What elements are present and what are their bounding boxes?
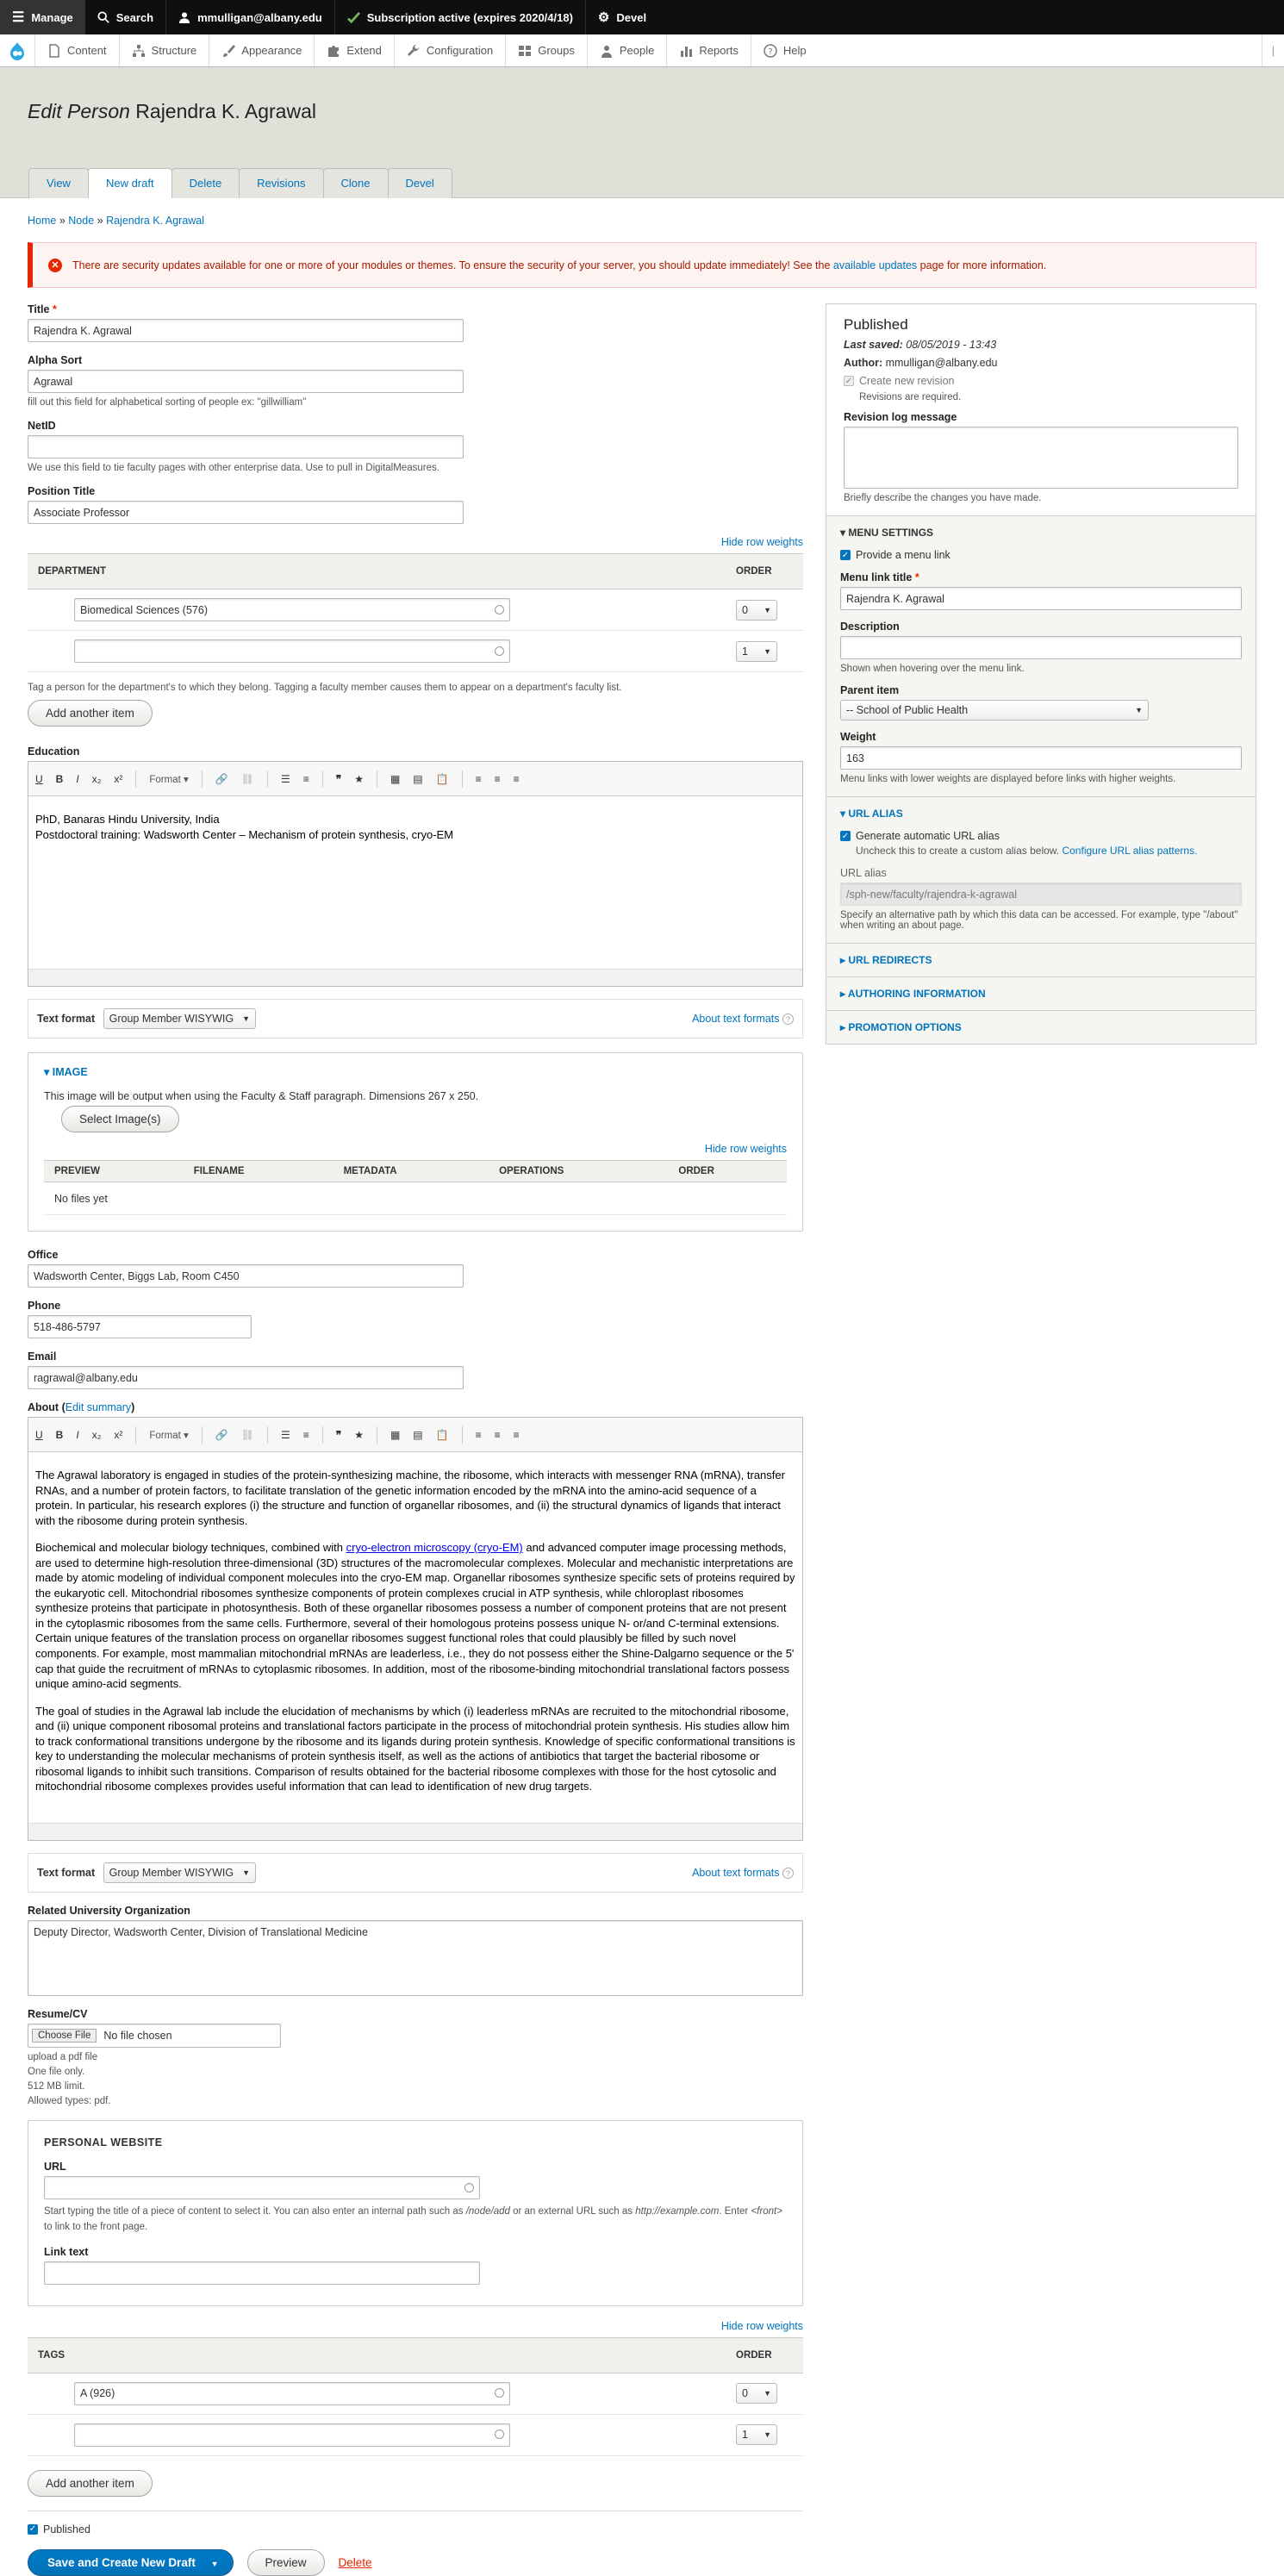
- tray-item-groups[interactable]: Groups: [505, 34, 587, 66]
- configure-patterns-link[interactable]: Configure URL alias patterns.: [1062, 845, 1198, 857]
- department-table: [28, 553, 803, 672]
- document-icon: [47, 44, 61, 58]
- order-select[interactable]: 0 ▼: [736, 2383, 777, 2404]
- align-left-icon[interactable]: ≡: [475, 1428, 482, 1441]
- about-text-formats-link[interactable]: About text formats: [692, 1013, 780, 1025]
- unlink-icon[interactable]: ⛓: [240, 772, 254, 785]
- url-alias-toggle[interactable]: ▾ URL ALIAS: [840, 808, 903, 820]
- people-icon: [600, 44, 614, 58]
- numbered-list-icon[interactable]: ≡: [302, 1428, 309, 1441]
- drupal-logo-icon[interactable]: [0, 34, 34, 66]
- email-input[interactable]: ragrawal@albany.edu: [28, 1366, 464, 1389]
- authoring-info-toggle[interactable]: ▸ AUTHORING INFORMATION: [840, 988, 986, 1000]
- split-caret-down-icon[interactable]: ▼: [210, 2559, 219, 2568]
- subscript-icon[interactable]: x₂: [91, 772, 102, 785]
- paste-icon[interactable]: 📋: [435, 772, 449, 785]
- education-editor: [28, 761, 803, 987]
- admin-toolbar: [0, 0, 1284, 34]
- tray-item-configuration[interactable]: Configuration: [394, 34, 505, 66]
- form-main: Title * Rajendra K. Agrawal Alpha Sort Agrawal fill out this field for alphabetical sorting of people ex: "gillwilliam" NetID We use this field to tie faculty pages with other enterprise data. Use to pull in DigitalMeasures. Position Title Associate Professor Hide row weights DEPARTMENT ORDER Biomedical Sciences (576) 0 ▼ 1 ▼ Tag a person for the department's to which they belong. Tagging a faculty member causes them to appear on a department's faculty list. Add another item Education U B I x₂ x² Format ▾ 🔗 ⛓ ☰ ≡ ❞ ★ ▦ ▤ 📋 ≡ ≡ ≡ PhD, Banaras Hindu University, India Postdoctoral training: Wadsworth Center – Mechanism of protein synthesis, cryo-EM Text format Group Member WISYWIG ▼ About text formats ? ▾ IMAGE This image will be output when using the Faculty & Staff paragraph. Dimensions 267 x 250. Select Image(s) Hide row weights PREVIEW FILENAME METADATA OPERATIONS ORDER No files yet Office Wadsworth Center, Biggs Lab, Room C450 Phone 518-486-5797 Email ragrawal@albany.edu About (Edit summary) U B I x₂ x² Format ▾ 🔗 ⛓ ☰ ≡ ❞ ★ ▦ ▤ 📋 ≡ ≡ ≡ The Agrawal laboratory is engaged in studies of the protein-synthesizing machine, the ribosome, which interacts with messenger RNA (mRNA), transfer RNAs, and a number of protein factors, to facilitate translation of the genetic information encoded by the mRNA into the amino-acid sequence of a protein. In particular, his research explores (i) the structure and function of organellar ribosomes, and (ii) the structural dynamics of ligands that interact with the ribosome during protein synthesis. Biochemical and molecular biology techniques, combined with cryo-electron microscopy (cryo-EM) and advanced computer image processing methods, are used to determine high-resolution three-dimensional (3D) structures of the macromolecular complexes. Molecular and mechanistic interpretations are made by atomic modeling of individual component molecules into the cryo-EM map. Organellar ribosomes synthesize specific sets of proteins required by the eukaryotic cell. Mitochondrial ribosomes synthesize components of protein complexes crucial in ATP synthesis, while chloroplast ribosomes synthesize proteins that participate in photosynthesis. Both of these organellar ribosomes possess a number of component proteins that are not present in the cytoplasmic ribosomes from the same cells. Furthermore, several of their homologous proteins possess unique N- or/and C-terminal extensions. Certain unique features of the translation process on organellar ribosomes suggest functional roles that could plausibly be filled by such novel components. For example, most mammalian mitochondrial mRNAs are leaderless, i.e., they do not possess either the Shine-Dalgarno sequence or the 5' cap that guide the recruitment of mRNAs to cytoplasmic ribosomes. In addition, most of the ribosome-binding mitochondrial translational factors possess unique amino-acid segments. The goal of studies in the Agrawal lab include the elucidation of mechanisms by which (i) leaderless mRNAs are recruited to the mitochondrial ribosome, and (ii) unique component ribosomal proteins and translational factors participate in the process of mitochondrial protein synthesis. His studies allow him to track conformational transitions undergone by the ribosome and its ligands during protein synthesis. Knowledge of specific conformational transitions is key to understanding the molecular mechanisms of protein synthesis itself, as well as the actions of antibiotics that target the bacterial ribosome or ribosomal ligands to inhibit such transitions. Comparison of results obtained for the bacterial ribosome complexes with those for the host cytosolic and mitochondrial ribosome complexes provides useful information that can lead to identification of new drug targets. Text format Group Member WISYWIG ▼ About text formats ? Related University Organization Deputy Director, Wadsworth Center, Division of Translational Medicine Resume/CV Choose File No file chosen upload a pdf file One file only. 512 MB limit. Allowed types: pdf. PERSONAL WEBSITE URL Start typing the title of a piece of content to select it. You can also enter an internal path such as /node/add or an external URL such as http://example.com. Enter <front> to link to the front page. Link text Hide row weights TAGS ORDER A (926) 0 ▼ 1 ▼ Add another item ✓ Published Save and Create New Draft ▼ Preview Delete: [28, 303, 803, 2576]
- tray-item-reports[interactable]: Reports: [666, 34, 751, 66]
- tag-input[interactable]: [74, 2423, 510, 2447]
- tab-revisions[interactable]: Revisions: [239, 168, 323, 198]
- save-button[interactable]: Save and Create New Draft ▼: [28, 2549, 234, 2576]
- netid-field: NetID We use this field to tie faculty pages with other enterprise data. Use to pull in DigitalMeasures.: [28, 420, 803, 473]
- netid-input[interactable]: [28, 435, 464, 458]
- menu-settings-toggle[interactable]: ▾ MENU SETTINGS: [840, 527, 934, 539]
- italic-icon[interactable]: I: [76, 772, 79, 785]
- error-message: ✕ There are security updates available for one or more of your modules or themes. To ensure the security of your server, you should update immediately! See the available updates page for more information.: [28, 242, 1256, 288]
- toolbar-search[interactable]: Search: [85, 0, 165, 34]
- url-input[interactable]: [44, 2176, 480, 2199]
- image-fieldset: ▾ IMAGE This image will be output when using the Faculty & Staff paragraph. Dimensions 267 x 250. Select Image(s) Hide row weights PREVIEW FILENAME METADATA OPERATIONS ORDER No files yet: [28, 1052, 803, 1232]
- title-field: Title * Rajendra K. Agrawal: [28, 303, 803, 342]
- generate-alias-checkbox[interactable]: ✓ Generate automatic URL alias: [841, 830, 1000, 842]
- editor-toolbar: [28, 762, 802, 796]
- image-table: PREVIEW FILENAME METADATA OPERATIONS ORDER No files yet: [44, 1160, 787, 1215]
- bulleted-list-icon[interactable]: ☰: [280, 772, 290, 785]
- about-content[interactable]: The Agrawal laboratory is engaged in studies of the protein-synthesizing machine, the ribosome, which interacts with messenger RNA (mRNA), transfer RNAs, and a number of protein factors, to facilitate translation of the genetic information encoded by the mRNA into the amino-acid sequence of a protein. In particular, his research explores (i) the structure and function of organellar ribosomes, and (ii) the structural dynamics of ligands that interact with the ribosome during protein synthesis. Biochemical and molecular biology techniques, combined with cryo-electron microscopy (cryo-EM) and advanced computer image processing methods, are used to determine high-resolution three-dimensional (3D) structures of the macromolecular complexes. Molecular and mechanistic interpretations are made by atomic modeling of individual component molecules into the cryo-EM map. Organellar ribosomes synthesize specific sets of proteins required by the eukaryotic cell. Mitochondrial ribosomes synthesize components of protein complexes crucial in ATP synthesis, while chloroplast ribosomes synthesize proteins that participate in photosynthesis. Both of these organellar ribosomes possess a number of component proteins that are not present in the cytoplasmic ribosomes from the same cells. Furthermore, several of their homologous proteins possess unique N- or/and C-terminal extensions. Certain unique features of the translation process on organellar ribosomes suggest functional roles that could plausibly be filled by such novel components. For example, most mammalian mitochondrial mRNAs are leaderless, i.e., they do not possess either the Shine-Dalgarno sequence or the 5' cap that guide the recruitment of mRNAs to cytoplasmic ribosomes. In addition, most of the ribosome-binding mitochondrial translational factors possess unique amino-acid segments. The goal of studies in the Agrawal lab include the elucidation of mechanisms by which (i) leaderless mRNAs are recruited to the mitochondrial ribosome, and (ii) unique component ribosomal proteins and translational factors participate in the process of mitochondrial protein synthesis. His studies allow him to track conformational transitions undergone by the ribosome and its ligands during protein synthesis. Knowledge of specific conformational transitions is key to understanding the molecular mechanisms of protein synthesis itself, as well as the actions of antibiotics that target the bacterial ribosome or ribosomal ligands to inhibit such transitions. Comparison of results obtained for the bacterial ribosome complexes with those for the host cytosolic and mitochondrial ribosome complexes provides useful information that can lead to identification of new drug targets.: [35, 1469, 795, 1793]
- caret-down-icon: ▼: [764, 2389, 771, 2398]
- caret-down-icon: ▼: [1135, 706, 1143, 714]
- order-select[interactable]: 1 ▼: [736, 2424, 777, 2445]
- toolbar-tray: [0, 34, 1284, 67]
- search-icon: [97, 11, 109, 23]
- toolbar-subscription[interactable]: Subscription active (expires 2020/4/18): [334, 0, 585, 34]
- order-select[interactable]: 0 ▼: [736, 600, 777, 621]
- caret-down-icon: ▼: [764, 2430, 771, 2440]
- choose-file-button[interactable]: Choose File: [32, 2029, 97, 2043]
- menu-settings-section: ▾ MENU SETTINGS ✓ Provide a menu link Menu link title * Rajendra K. Agrawal Description Shown when hovering over the menu link. Parent item -- School of Public Health ▼ Weight 163 Menu links with lower weights are displayed before links with higher weights.: [826, 516, 1256, 796]
- underline-icon[interactable]: U: [35, 1428, 43, 1441]
- help-icon: [764, 44, 777, 58]
- published-checkbox[interactable]: ✓ Published: [28, 2523, 90, 2535]
- toolbar-devel[interactable]: ⚙ Devel: [585, 0, 658, 34]
- check-icon: ✓: [841, 550, 850, 560]
- horizontal-rule-icon[interactable]: ▤: [413, 1428, 423, 1441]
- parent-item-select[interactable]: -- School of Public Health ▼: [840, 700, 1149, 720]
- table-row: [28, 2373, 803, 2414]
- breadcrumb: Home » Node » Rajendra K. Agrawal: [28, 215, 205, 227]
- department-input[interactable]: [74, 639, 510, 663]
- tray-item-structure[interactable]: Structure: [119, 34, 209, 66]
- form-sidebar: [826, 303, 1256, 2576]
- bold-icon[interactable]: B: [55, 1428, 64, 1441]
- personal-website-fieldset: PERSONAL WEBSITE URL Start typing the title of a piece of content to select it. You can also enter an internal path such as /node/add or an external URL such as http://example.com. Enter <front> to link to the front page. Link text: [28, 2120, 803, 2306]
- horizontal-rule-icon[interactable]: ▤: [413, 772, 423, 785]
- breadcrumb-home[interactable]: Home: [28, 215, 57, 227]
- available-updates-link[interactable]: available updates: [832, 259, 918, 271]
- promotion-options-toggle[interactable]: ▸ PROMOTION OPTIONS: [840, 1021, 962, 1033]
- blockquote-icon[interactable]: ❞: [335, 1428, 342, 1441]
- format-dropdown[interactable]: Format ▾: [149, 1430, 189, 1441]
- tags-table: [28, 2337, 803, 2456]
- provide-menu-link-checkbox[interactable]: ✓ Provide a menu link: [841, 549, 951, 561]
- education-content[interactable]: PhD, Banaras Hindu University, India Postdoctoral training: Wadsworth Center – Mechanism of protein synthesis, cryo-EM: [35, 813, 454, 841]
- table-row: [28, 631, 803, 672]
- table-icon[interactable]: ▦: [390, 1428, 401, 1441]
- link-text-input[interactable]: [44, 2261, 480, 2285]
- related-org-textarea[interactable]: Deputy Director, Wadsworth Center, Division of Translational Medicine: [28, 1920, 803, 1996]
- underline-icon[interactable]: U: [35, 772, 43, 785]
- department-input[interactable]: Biomedical Sciences (576): [74, 598, 510, 621]
- text-format-select[interactable]: Group Member WISYWIG ▼: [103, 1008, 256, 1029]
- cryo-em-link[interactable]: cryo-electron microscopy (cryo-EM): [346, 1541, 523, 1555]
- publish-status: Published: [844, 316, 908, 333]
- about-editor: [28, 1417, 803, 1841]
- check-icon: ✓: [28, 2524, 37, 2535]
- superscript-icon[interactable]: x²: [114, 772, 123, 785]
- tab-delete[interactable]: Delete: [171, 168, 240, 198]
- add-department-button[interactable]: Add another item: [28, 700, 153, 727]
- alpha-sort-field: Alpha Sort Agrawal fill out this field for alphabetical sorting of people ex: "gillwilliam": [28, 354, 803, 408]
- tab-new-draft[interactable]: New draft: [88, 168, 172, 198]
- resume-field: Resume/CV Choose File No file chosen upload a pdf file One file only. 512 MB limit. Allowed types: pdf.: [28, 2008, 803, 2106]
- preview-button[interactable]: Preview: [247, 2549, 325, 2576]
- toolbar-manage[interactable]: ☰ Manage: [0, 0, 85, 34]
- format-dropdown[interactable]: Format ▾: [149, 774, 189, 785]
- link-icon[interactable]: 🔗: [215, 772, 228, 785]
- add-tag-button[interactable]: Add another item: [28, 2470, 153, 2497]
- delete-link[interactable]: Delete: [338, 2555, 372, 2569]
- groups-icon: [518, 44, 532, 58]
- tag-input[interactable]: A (926): [74, 2382, 510, 2405]
- numbered-list-icon[interactable]: ≡: [302, 772, 309, 785]
- office-input[interactable]: Wadsworth Center, Biggs Lab, Room C450: [28, 1264, 464, 1288]
- error-icon: ✕: [48, 259, 62, 272]
- table-row: No files yet: [44, 1182, 787, 1215]
- subscript-icon[interactable]: x₂: [91, 1428, 102, 1441]
- caret-down-icon: ▼: [242, 1014, 251, 1023]
- page-title: Edit Person Rajendra K. Agrawal: [28, 100, 316, 122]
- education-field: Education U B I x₂ x² Format ▾ 🔗 ⛓ ☰ ≡ ❞ ★ ▦ ▤ 📋 ≡ ≡ ≡ PhD, Banaras Hindu University, India Postdoctoral training: Wadsworth Center – Mechanism of protein synthesis, cryo-EM Text format Group Member WISYWIG ▼ About text formats ?: [28, 745, 803, 1039]
- user-icon: [178, 11, 190, 23]
- check-icon: ✓: [841, 831, 850, 841]
- tags-header: TAGS: [28, 2337, 726, 2373]
- text-format-row: Text format Group Member WISYWIG ▼ About text formats ?: [28, 999, 803, 1039]
- blockquote-icon[interactable]: ❞: [335, 772, 342, 785]
- phone-field: Phone 518-486-5797: [28, 1300, 803, 1338]
- resume-file-input[interactable]: Choose File No file chosen: [28, 2024, 281, 2048]
- url-alias-section: ▾ URL ALIAS ✓ Generate automatic URL alias Uncheck this to create a custom alias below. Configure URL alias patterns. URL alias /sph-new/faculty/rajendra-k-agrawal Specify an alternative path by which this data can be accessed. For example, type "/about" when writing an about page.: [826, 796, 1256, 943]
- tray-item-help[interactable]: ? Help: [751, 34, 819, 66]
- editor-toolbar: [28, 1418, 802, 1452]
- menu-description-input[interactable]: [840, 636, 1242, 659]
- hamburger-icon: ☰: [12, 10, 25, 25]
- caret-down-icon: ▼: [764, 646, 771, 656]
- url-redirects-section: [826, 943, 1256, 976]
- about-text-formats-link[interactable]: About text formats: [692, 1867, 780, 1879]
- image-legend[interactable]: ▾ IMAGE: [44, 1066, 88, 1078]
- table-icon[interactable]: ▦: [390, 772, 401, 785]
- url-alias-input[interactable]: /sph-new/faculty/rajendra-k-agrawal: [840, 883, 1242, 906]
- authoring-info-section: [826, 976, 1256, 1010]
- align-center-icon[interactable]: ≡: [494, 772, 501, 785]
- order-header: ORDER: [726, 2337, 803, 2373]
- star-icon[interactable]: ★: [354, 772, 364, 785]
- edit-summary-link[interactable]: Edit summary: [65, 1401, 132, 1413]
- pipe-icon: |: [1271, 44, 1275, 57]
- select-images-button[interactable]: Select Image(s): [61, 1106, 179, 1132]
- check-icon: ✓: [845, 376, 853, 386]
- align-center-icon[interactable]: ≡: [494, 1428, 501, 1441]
- align-left-icon[interactable]: ≡: [475, 772, 482, 785]
- position-title-input[interactable]: Associate Professor: [28, 501, 464, 524]
- tray-item-extend[interactable]: Extend: [314, 34, 393, 66]
- table-row: [28, 589, 803, 631]
- caret-down-icon: ▼: [242, 1868, 251, 1877]
- page-header: [0, 67, 1284, 198]
- tray-item-people[interactable]: People: [587, 34, 666, 66]
- tab-clone[interactable]: Clone: [323, 168, 389, 198]
- help-icon: ?: [782, 1868, 794, 1879]
- menu-link-title-input[interactable]: Rajendra K. Agrawal: [840, 587, 1242, 610]
- link-icon[interactable]: 🔗: [215, 1428, 228, 1441]
- meta-box: Published Last saved: 08/05/2019 - 13:43 Author: mmulligan@albany.edu ✓ Create new revision Revisions are required. Revision log message Briefly describe the changes you have made. ▾ MENU SETTINGS ✓ Provide a menu link Menu link title * Rajendra K. Agrawal Description Shown when hovering over the menu link. Parent item -- School of Public Health ▼ Weight 163 Menu links with lower weights are displayed before links with higher weights. ▾ URL ALIAS ✓ Generate automatic URL alias Uncheck this to create a custom alias below. Configure URL alias patterns. URL alias /sph-new/faculty/rajendra-k-agrawal Specify an alternative path by which this data can be accessed. For example, type "/about" when writing an about page. ▸ URL REDIRECTS ▸ AUTHORING INFORMATION ▸ PROMOTION OPTIONS: [826, 303, 1256, 1045]
- align-right-icon[interactable]: ≡: [513, 772, 520, 785]
- phone-input[interactable]: 518-486-5797: [28, 1315, 252, 1338]
- alpha-sort-input[interactable]: Agrawal: [28, 370, 464, 393]
- text-format-row: Text format Group Member WISYWIG ▼ About text formats ?: [28, 1853, 803, 1893]
- title-input[interactable]: Rajendra K. Agrawal: [28, 319, 464, 342]
- main-content: [0, 198, 1284, 2576]
- breadcrumb-current[interactable]: Rajendra K. Agrawal: [106, 215, 205, 227]
- toolbar-user[interactable]: mmulligan@albany.edu: [165, 0, 334, 34]
- create-revision-checkbox[interactable]: ✓ Create new revision: [845, 375, 955, 387]
- puzzle-icon: [327, 44, 340, 58]
- tray-item-appearance[interactable]: Appearance: [209, 34, 314, 66]
- revision-log-textarea[interactable]: [844, 427, 1238, 489]
- email-field: Email ragrawal@albany.edu: [28, 1350, 803, 1389]
- order-select[interactable]: 1 ▼: [736, 641, 777, 662]
- hide-row-weights-link[interactable]: Hide row weights: [704, 1143, 787, 1155]
- wrench-icon: [407, 44, 421, 58]
- gear-icon: ⚙: [597, 10, 610, 25]
- breadcrumb-node[interactable]: Node: [68, 215, 95, 227]
- department-header: DEPARTMENT: [28, 554, 726, 589]
- url-redirects-toggle[interactable]: ▸ URL REDIRECTS: [840, 954, 932, 966]
- about-field: About (Edit summary) U B I x₂ x² Format ▾ 🔗 ⛓ ☰ ≡ ❞ ★ ▦ ▤ 📋 ≡ ≡ ≡ The Agrawal laboratory is engaged in studies of the protein-synthesizing machine, the ribosome, which interacts with messenger RNA (mRNA), transfer RNAs, and a number of protein factors, to facilitate translation of the genetic information encoded by the mRNA into the amino-acid sequence of a protein. In particular, his research explores (i) the structure and function of organellar ribosomes, and (ii) the structural dynamics of ligands that interact with the ribosome during protein synthesis. Biochemical and molecular biology techniques, combined with cryo-electron microscopy (cryo-EM) and advanced computer image processing methods, are used to determine high-resolution three-dimensional (3D) structures of the macromolecular complexes. Molecular and mechanistic interpretations are made by atomic modeling of individual component molecules into the cryo-EM map. Organellar ribosomes synthesize specific sets of proteins required by the eukaryotic cell. Mitochondrial ribosomes synthesize components of protein complexes crucial in ATP synthesis, while chloroplast ribosomes synthesize proteins that participate in photosynthesis. Both of these organellar ribosomes possess a number of component proteins that are not present in the cytoplasmic ribosomes from the same cells. Furthermore, several of their homologous proteins possess unique N- or/and C-terminal extensions. Certain unique features of the translation process on organellar ribosomes suggest functional roles that could plausibly be filled by such novel components. For example, most mammalian mitochondrial mRNAs are leaderless, i.e., they do not possess either the Shine-Dalgarno sequence or the 5' cap that guide the recruitment of mRNAs to cytoplasmic ribosomes. In addition, most of the ribosome-binding mitochondrial translational factors possess unique amino-acid segments. The goal of studies in the Agrawal lab include the elucidation of mechanisms by which (i) leaderless mRNAs are recruited to the mitochondrial ribosome, and (ii) unique component ribosomal proteins and translational factors participate in the process of mitochondrial protein synthesis. His studies allow him to track conformational transitions undergone by the ribosome and its ligands during protein synthesis. Knowledge of specific conformational transitions is key to understanding the molecular mechanisms of protein synthesis itself, as well as the actions of antibiotics that target the bacterial ribosome or ribosomal ligands to inhibit such transitions. Comparison of results obtained for the bacterial ribosome complexes with those for the host cytosolic and mitochondrial ribosome complexes provides useful information that can lead to identification of new drug targets. Text format Group Member WISYWIG ▼ About text formats ?: [28, 1401, 803, 1893]
- star-icon[interactable]: ★: [354, 1428, 364, 1441]
- related-org-field: Related University Organization Deputy Director, Wadsworth Center, Division of Translational Medicine: [28, 1905, 803, 1996]
- text-format-select[interactable]: Group Member WISYWIG ▼: [103, 1862, 256, 1883]
- caret-down-icon: ▼: [764, 605, 771, 614]
- tab-view[interactable]: View: [28, 168, 89, 198]
- paste-icon[interactable]: 📋: [435, 1428, 449, 1441]
- bulleted-list-icon[interactable]: ☰: [280, 1428, 290, 1441]
- tab-devel[interactable]: Devel: [388, 168, 452, 198]
- italic-icon[interactable]: I: [76, 1428, 79, 1441]
- superscript-icon[interactable]: x²: [114, 1428, 123, 1441]
- unlink-icon[interactable]: ⛓: [240, 1428, 254, 1441]
- position-title-field: Position Title Associate Professor: [28, 485, 803, 524]
- office-field: Office Wadsworth Center, Biggs Lab, Room C450: [28, 1249, 803, 1288]
- svg-text:?: ?: [768, 47, 773, 57]
- tray-orientation-toggle[interactable]: [1262, 34, 1284, 66]
- promotion-options-section: [826, 1010, 1256, 1044]
- bold-icon[interactable]: B: [55, 772, 64, 785]
- align-right-icon[interactable]: ≡: [513, 1428, 520, 1441]
- checkmark-icon: [347, 11, 360, 24]
- hide-row-weights-link[interactable]: Hide row weights: [720, 536, 803, 548]
- hide-row-weights-link[interactable]: Hide row weights: [720, 2319, 803, 2332]
- primary-tabs: [28, 168, 452, 198]
- table-row: [28, 2414, 803, 2455]
- tray-item-content[interactable]: Content: [34, 34, 119, 66]
- weight-input[interactable]: 163: [840, 746, 1242, 770]
- order-header: ORDER: [726, 554, 803, 589]
- bar-chart-icon: [679, 44, 693, 58]
- structure-icon: [132, 44, 146, 58]
- paintbrush-icon: [221, 44, 235, 58]
- help-icon: ?: [782, 1014, 794, 1025]
